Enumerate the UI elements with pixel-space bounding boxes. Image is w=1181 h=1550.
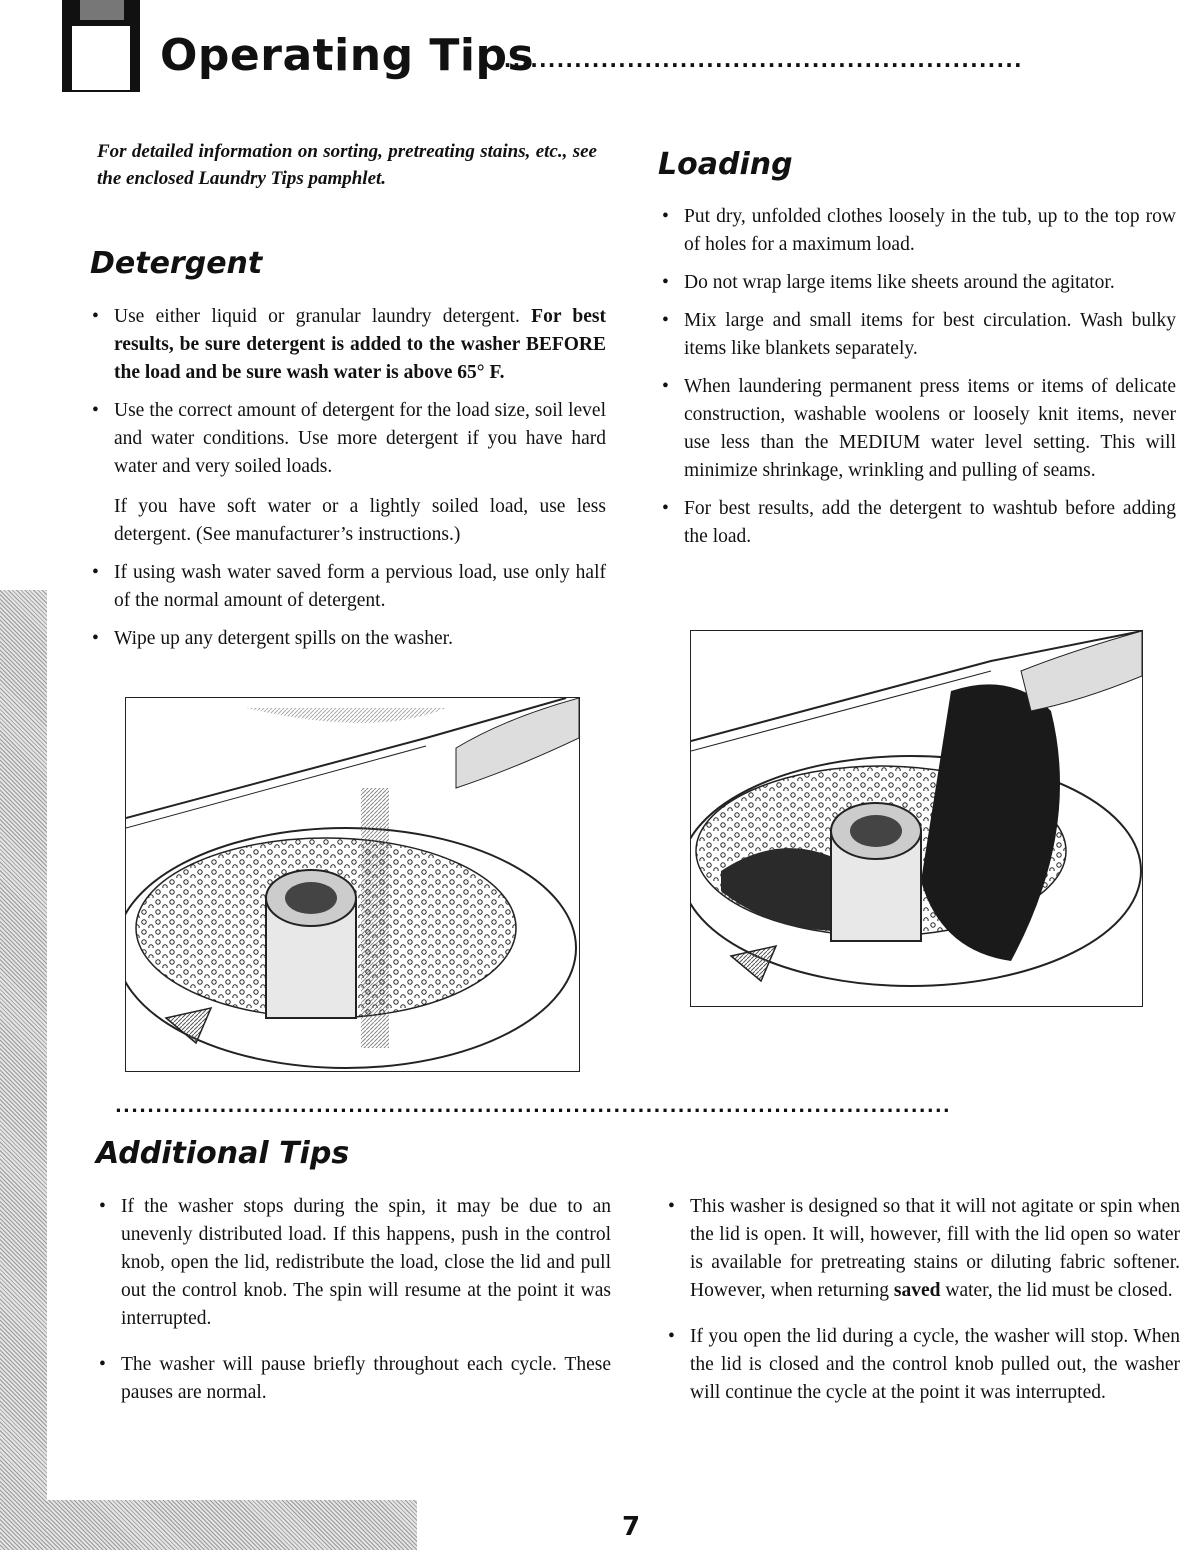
washer-icon [60,0,146,94]
section-separator: ........................................................................................................ [115,1096,951,1116]
list-item: • For best results, add the detergent to washtub before adding the load. [662,498,1176,547]
list-item: • The washer will pause briefly throughout each cycle. These pauses are normal. [99,1354,611,1403]
list-item: • This washer is designed so that it will not agitate or spin when the lid is open. It will, however, fill with the lid open so water is available for pretreating stains or diluting fabric softener. However, when returning saved water, the lid must be closed. [668,1196,1180,1301]
additional-tips-right-list [666,1193,1180,1417]
list-item: • If you open the lid during a cycle, the washer will stop. When the lid is closed and the control knob pulled out, the washer will continue the cycle at the point it was interrupted. [668,1326,1180,1403]
margin-pattern [0,590,47,1550]
list-item: • If the washer stops during the spin, it may be due to an unevenly distributed load. If this happens, push in the control knob, open the lid, redistribute the load, close the lid and pull out the control knob. The spin will resume at the point it was interrupted. [99,1196,611,1329]
page-number: 7 [622,1512,641,1542]
list-item: • Use the correct amount of detergent for the load size, soil level and water conditions. Use more detergent if you have hard water and very soiled loads. If you have soft water or a lightly soiled load, use less detergent. (See manufacturer’s instructions.) [90,397,606,549]
additional-tips-left-list [97,1193,611,1417]
loading-list [660,203,1176,561]
additional-tips-heading: Additional Tips [96,1136,350,1171]
detergent-illustration [125,697,580,1072]
detergent-heading: Detergent [90,246,263,281]
list-item: • Use either liquid or granular laundry detergent. For best results, be sure detergent is added to the washer BEFORE the load and be sure wash water is above 65° F. [92,306,607,383]
footer-pattern [47,1500,417,1550]
list-item: • Do not wrap large items like sheets around the agitator. [662,272,1115,293]
list-item: • Put dry, unfolded clothes loosely in the tub, up to the top row of holes for a maximum load. [662,206,1176,255]
intro-note: For detailed information on sorting, pretreating stains, etc., see the enclosed Laundry Tips pamphlet. [97,141,597,189]
list-item: • When laundering permanent press items or items of delicate construction, washable woolens or loosely knit items, never use less than the MEDIUM water level setting. This will minimize shrinkage, wrinkling and pulling of seams. [662,376,1176,481]
list-item-note: If you have soft water or a lightly soiled load, use less detergent. (See manufacturer’s instructions.) [114,496,606,545]
list-item: • Wipe up any detergent spills on the washer. [92,628,453,649]
loading-illustration [690,630,1143,1007]
loading-heading: Loading [658,147,793,182]
page-title: Operating Tips [160,30,535,81]
list-item: • If using wash water saved form a pervious load, use only half of the normal amount of detergent. [92,562,606,611]
title-leader-dots: ............................................................ [495,48,1023,68]
detergent-list [90,303,606,663]
list-item: • Mix large and small items for best circulation. Wash bulky items like blankets separately. [662,310,1176,359]
